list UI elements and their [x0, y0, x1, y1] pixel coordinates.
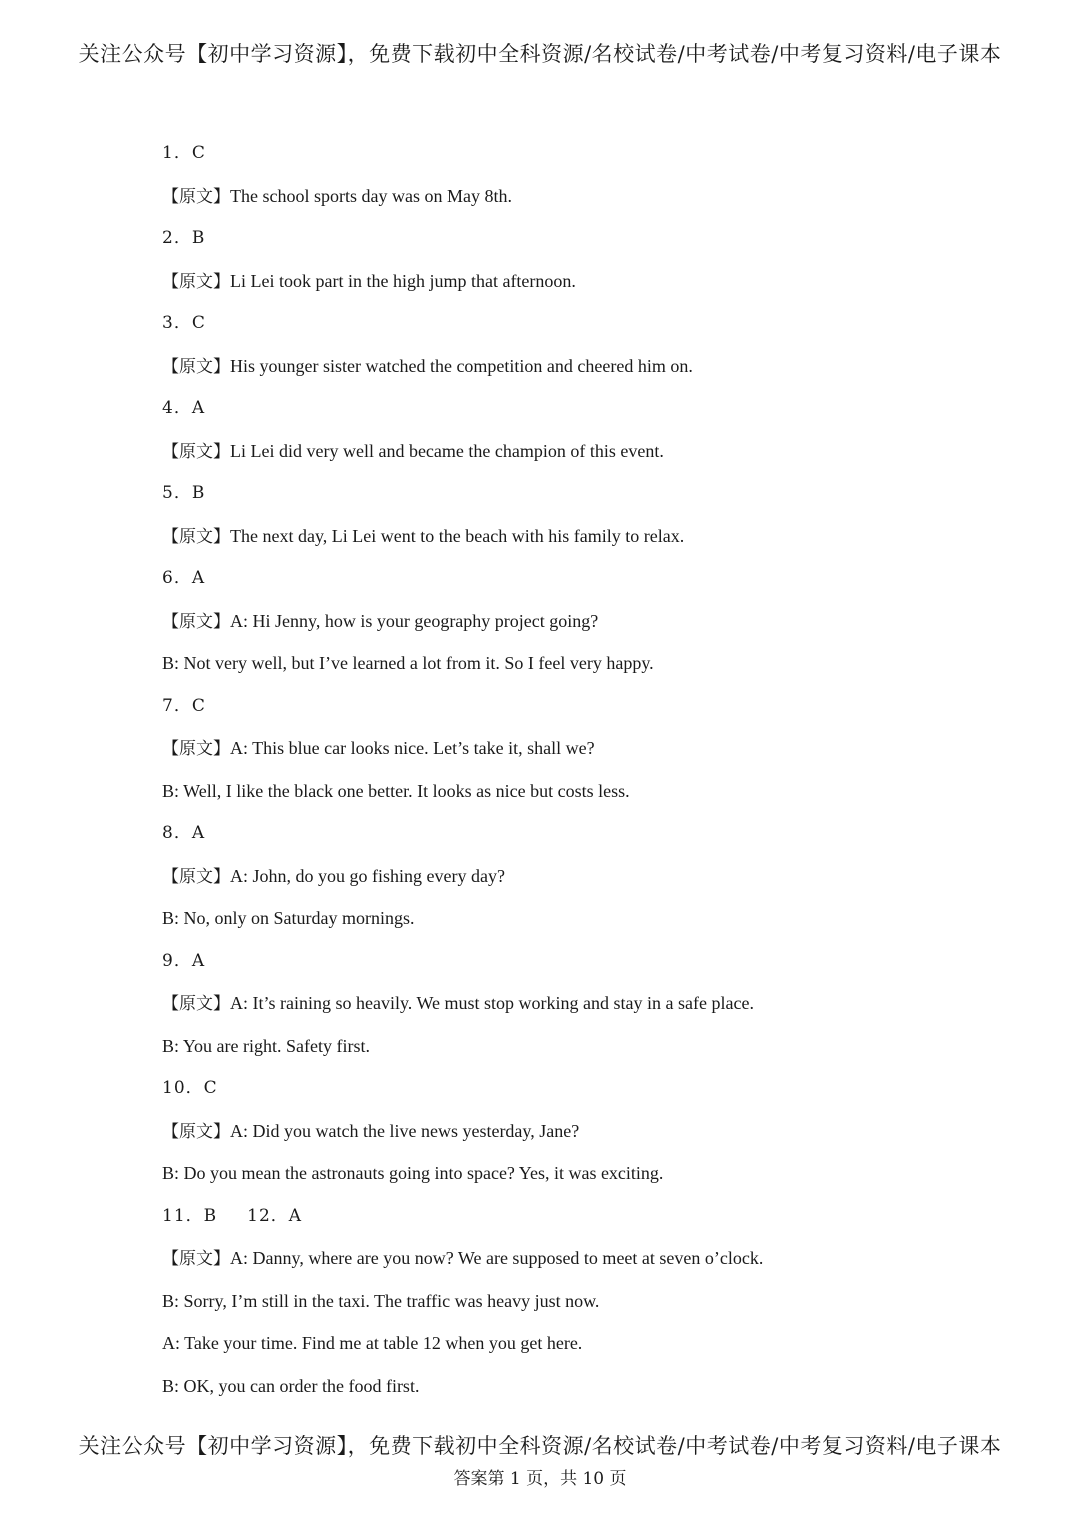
answer-line: 4．A — [162, 398, 206, 418]
answer-line: 5．B — [162, 483, 206, 503]
answer-line: 3．C — [162, 313, 206, 333]
promo-banner-bottom: 关注公众号【初中学习资源】，免费下载初中全科资源/名校试卷/中考试卷/中考复习资料/电子课本 — [78, 1434, 1002, 1458]
source-text: Li Lei did very well and became the champion of this event. — [230, 440, 664, 461]
page-number-footer: 答案第 1 页，共 10 页 — [453, 1469, 627, 1489]
source-tag: 【原文】 — [162, 739, 230, 759]
source-text: A: This blue car looks nice. Let’s take it, shall we? — [230, 738, 595, 758]
dialogue-line: B: Not very well, but I’ve learned a lot from it. So I feel very happy. — [162, 653, 654, 673]
source-text: A: Danny, where are you now? We are supposed to meet at seven o’clock. — [230, 1248, 764, 1268]
source-tag: 【原文】 — [162, 526, 230, 547]
source-text-line — [162, 523, 1022, 566]
source-tag: 【原文】 — [162, 611, 230, 632]
answer-line — [162, 1203, 1022, 1246]
source-text: The school sports day was on May 8th. — [230, 185, 512, 206]
answer-line: 7．C — [162, 695, 206, 716]
source-text-line — [162, 438, 1022, 481]
answer-line: 1．C — [162, 143, 206, 163]
source-tag: 【原文】 — [162, 271, 230, 292]
dialogue-line: B: Do you mean the astronauts going into space? Yes, it was exciting. — [162, 1163, 664, 1183]
answer-line: 10．C — [162, 1078, 218, 1098]
source-tag: 【原文】 — [162, 186, 230, 207]
promo-banner-top: 关注公众号【初中学习资源】，免费下载初中全科资源/名校试卷/中考试卷/中考复习资料/电子课本 — [78, 42, 1002, 66]
source-tag: 【原文】 — [162, 356, 230, 377]
answer-item: 12．A — [247, 1205, 303, 1226]
source-text-line — [162, 735, 1022, 778]
source-tag: 【原文】 — [162, 994, 230, 1014]
source-text: A: Hi Jenny, how is your geography project going? — [230, 610, 599, 631]
source-text-line — [162, 1118, 1022, 1161]
answer-line: 9．A — [162, 950, 206, 971]
dialogue-line: B: OK, you can order the food first. — [162, 1375, 420, 1396]
source-tag: 【原文】 — [162, 441, 230, 462]
source-text-line — [162, 268, 1022, 311]
answer-line: 8．A — [162, 823, 206, 843]
answer-item: 11．B — [162, 1205, 218, 1226]
source-tag: 【原文】 — [162, 1249, 230, 1269]
source-text-line — [162, 1245, 1022, 1288]
source-text: The next day, Li Lei went to the beach with his family to relax. — [230, 525, 685, 546]
source-text: A: Did you watch the live news yesterday, Jane? — [230, 1120, 580, 1141]
source-text: Li Lei took part in the high jump that afternoon. — [230, 270, 576, 291]
answer-line: 2．B — [162, 228, 206, 248]
answer-line: 6．A — [162, 568, 206, 588]
source-tag: 【原文】 — [162, 1121, 230, 1142]
source-text-line — [162, 990, 1022, 1033]
dialogue-line: B: You are right. Safety first. — [162, 1035, 370, 1056]
source-tag: 【原文】 — [162, 866, 230, 887]
source-text: A: John, do you go fishing every day? — [230, 865, 505, 886]
source-text-line — [162, 863, 1022, 906]
source-text: A: It’s raining so heavily. We must stop working and stay in a safe place. — [230, 993, 754, 1013]
source-text-line — [162, 183, 1022, 226]
dialogue-line: B: Well, I like the black one better. It looks as nice but costs less. — [162, 780, 630, 801]
source-text: His younger sister watched the competition and cheered him on. — [230, 355, 693, 376]
source-text-line — [162, 353, 1022, 396]
dialogue-line: B: No, only on Saturday mornings. — [162, 908, 415, 928]
dialogue-line: A: Take your time. Find me at table 12 when you get here. — [162, 1333, 583, 1353]
answer-key-content — [162, 140, 1022, 1415]
source-text-line — [162, 608, 1022, 651]
dialogue-line: B: Sorry, I’m still in the taxi. The traffic was heavy just now. — [162, 1290, 600, 1311]
